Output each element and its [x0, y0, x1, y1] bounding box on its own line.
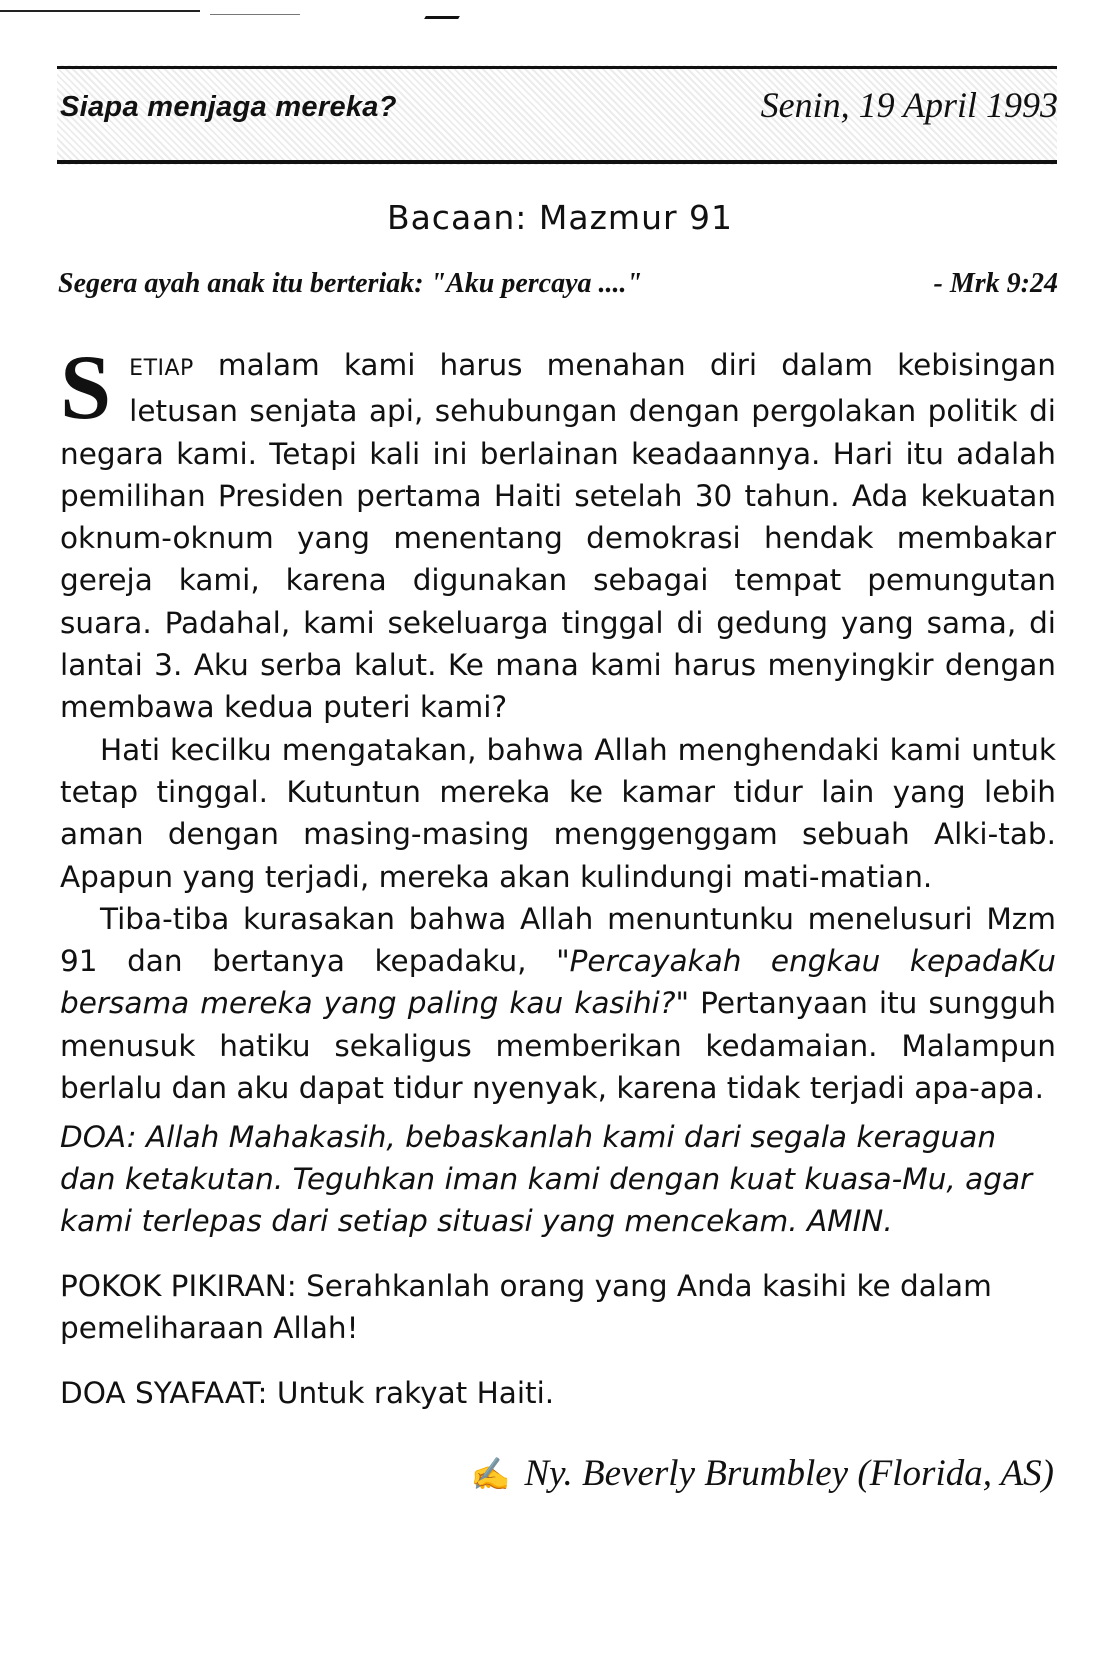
scripture-reading: Bacaan: Mazmur 91 [386, 198, 734, 237]
devotional-body [60, 336, 1056, 1109]
author-name: Ny. Beverly Brumbley (Florida, AS) [524, 1453, 1054, 1494]
paragraph-2: Hati kecilku mengatakan, bahwa Allah menghendaki kami untuk tetap tinggal. Kutuntun mereka ke kamar tidur lain yang lebih aman dengan masing-masing menggenggam sebuah Alki-tab. Apapun yang terjadi, mereka akan kulindungi mati-matian. [60, 732, 1056, 894]
scan-artifact-line [210, 14, 300, 15]
devotional-date: Senin, 19 April 1993 [760, 85, 1058, 125]
paragraph-3-quote: "Percayakah engkau kepadaKu bersama mereka yang paling kau kasihi?" [60, 944, 1056, 1021]
lead-small-caps: ETIAP [129, 356, 194, 381]
header-rule-top [57, 66, 1057, 69]
author-line [471, 1452, 1054, 1495]
drop-cap: S [60, 336, 112, 438]
key-verse-text: Segera ayah anak itu berteriak: "Aku percaya ...." [58, 268, 643, 299]
paragraph-1 [60, 336, 1056, 729]
paragraph-3 [60, 898, 1056, 1109]
paragraph-3-end: Pertanyaan itu sungguh menusuk hatiku sekaligus memberikan kedamaian. Malampun berlalu dan aku dapat tidur nyenyak, karena tidak terjadi apa-apa. [60, 986, 1056, 1106]
key-verse-reference: - Mrk 9:24 [933, 268, 1058, 299]
devotional-title: Siapa menjaga mereka? [60, 91, 397, 123]
intercession: DOA SYAFAAT: Untuk rakyat Haiti. [60, 1376, 555, 1410]
scan-artifact-mark [424, 16, 460, 19]
pen-hand-icon: ✍ [470, 1455, 511, 1492]
key-thought: POKOK PIKIRAN: Serahkanlah orang yang Anda kasihi ke dalam pemeliharaan Allah! [60, 1269, 992, 1345]
prayer: DOA: Allah Mahakasih, bebaskanlah kami dari segala keraguan dan ketakutan. Teguhkan iman kami dengan kuat kuasa-Mu, agar kami terlepas dari setiap situasi yang mencekam. AMIN. [60, 1120, 1033, 1238]
scan-artifact-line [0, 10, 200, 12]
paragraph-3-start: Tiba-tiba kurasakan bahwa Allah menuntunku menelusuri Mzm 91 dan bertanya kepadaku, [60, 901, 1056, 979]
header-rule-bottom [57, 160, 1057, 164]
paragraph-1-text: malam kami harus menahan diri dalam kebisingan letusan senjata api, sehubungan dengan pergolakan politik di negara kami. Tetapi kali ini berlainan keadaannya. Hari itu adalah pemilihan Presiden pertama Haiti setelah 30 tahun. Ada kekuatan oknum-oknum yang menentang demokrasi hendak membakar gereja kami, karena digunakan sebagai tempat pemungutan suara. Padahal, kami sekeluarga tinggal di gedung yang sama, di lantai 3. Aku serba kalut. Ke mana kami harus menyingkir dengan membawa kedua puteri kami? [60, 348, 1056, 725]
